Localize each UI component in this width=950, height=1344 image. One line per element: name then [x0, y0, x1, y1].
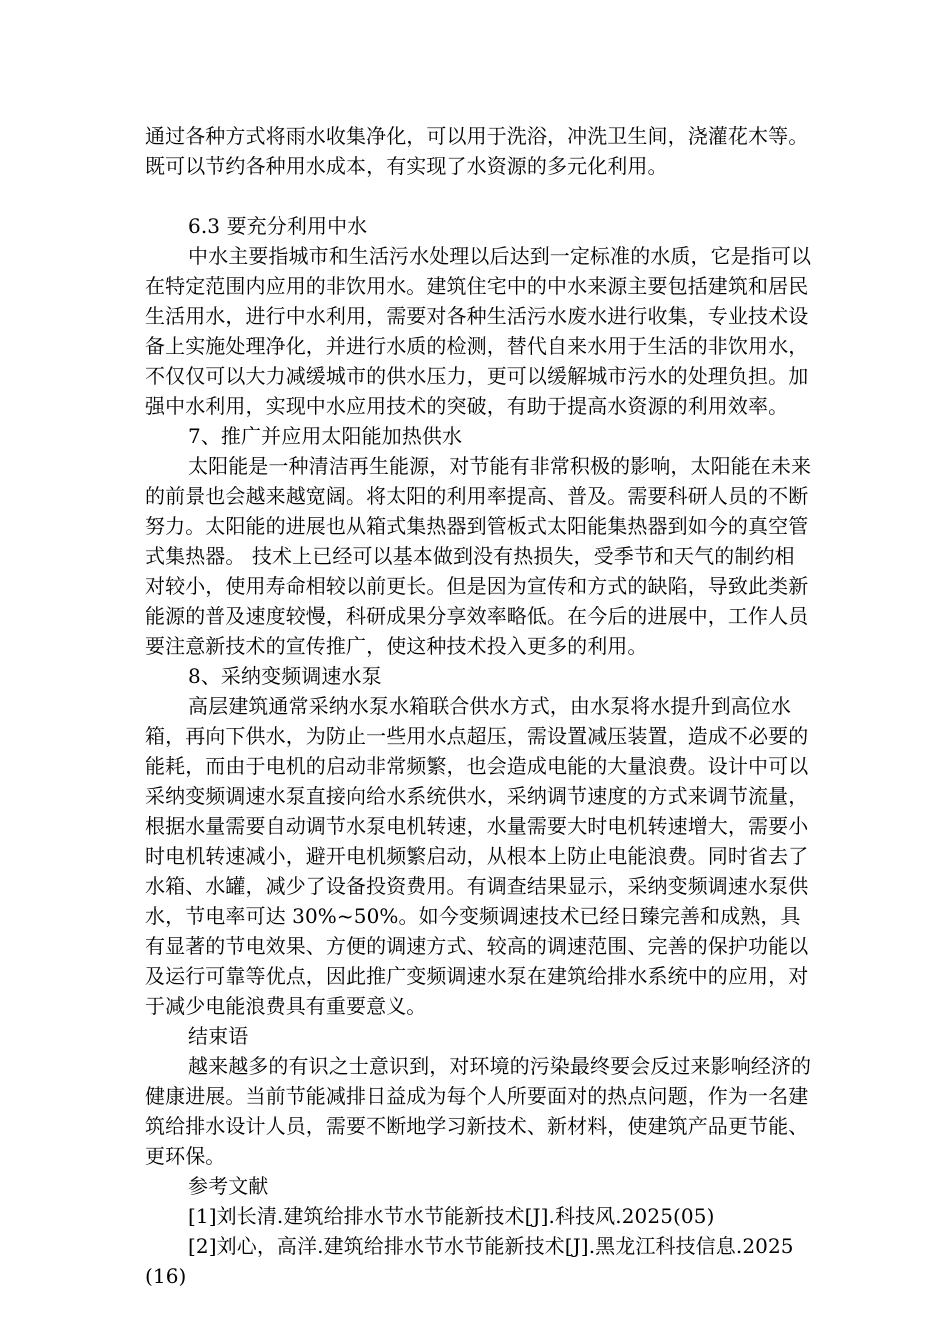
- paragraph-conclusion: 越来越多的有识之士意识到，对环境的污染最终要会反过来影响经济的健康进展。当前节能减排日益成为每个人所要面对的热点问题，作为一名建筑给排水设计人员，需要不断地学习新技术、新材料，使建筑产品更节能、更环保。: [145, 1054, 812, 1168]
- document-body: [145, 121, 813, 1291]
- paragraph-rainwater: 通过各种方式将雨水收集净化，可以用于洗浴，冲洗卫生间，浇灌花木等。既可以节约各种用水成本，有实现了水资源的多元化利用。: [145, 124, 809, 178]
- reference-item: [1]刘长清.建筑给排水节水节能新技术[J].科技风.2025(05): [188, 1204, 715, 1228]
- section-heading-8: 8、采纳变频调速水泵: [188, 664, 382, 688]
- paragraph-solar-water: 太阳能是一种清洁再生能源，对节能有非常积极的影响，太阳能在未来的前景也会越来越宽阔。将太阳的利用率提高、普及。需要科研人员的不断努力。太阳能的进展也从箱式集热器到管板式太阳能集热器到如今的真空管式集热器。 技术上已经可以基本做到没有热损失，受季节和天气的制约相对较小，使用寿命相较以前更长。但是因为宣传和方式的缺陷，导致此类新能源的普及速度较慢，科研成果分享效率略低。在今后的进展中，工作人员要注意新技术的宣传推广，使这种技术投入更多的利用。: [145, 454, 812, 658]
- paragraph-variable-frequency-pump: 高层建筑通常采纳水泵水箱联合供水方式，由水泵将水提升到高位水箱，再向下供水，为防止一些用水点超压，需设置减压装置，造成不必要的能耗，而由于电机的启动非常频繁，也会造成电能的大量浪费。设计中可以采纳变频调速水泵直接向给水系统供水，采纳调节速度的方式来调节流量，根据水量需要自动调节水泵电机转速，水量需要大时电机转速增大，需要小时电机转速减小，避开电机频繁启动，从根本上防止电能浪费。同时省去了水箱、水罐，减少了设备投资费用。有调查结果显示，采纳变频调速水泵供水，节电率可达 30%~50%。如今变频调速技术已经日臻完善和成熟，具有显著的节电效果、方便的调速方式、较高的调速范围、完善的保护功能以及运行可靠等优点，因此推广变频调速水泵在建筑给排水系统中的应用，对于减少电能浪费具有重要意义。: [145, 694, 809, 1018]
- references-heading: 参考文献: [188, 1174, 269, 1198]
- section-heading-7: 7、推广并应用太阳能加热供水: [188, 424, 463, 448]
- conclusion-heading: 结束语: [188, 1024, 249, 1048]
- paragraph-gap: [145, 181, 813, 211]
- section-heading-6-3: 6.3 要充分利用中水: [188, 214, 368, 238]
- reference-item: [2]刘心，高洋.建筑给排水节水节能新技术[J].黑龙江科技信息.2025(16): [145, 1234, 794, 1288]
- paragraph-reclaimed-water: 中水主要指城市和生活污水处理以后达到一定标准的水质，它是指可以在特定范围内应用的非饮用水。建筑住宅中的中水来源主要包括建筑和居民生活用水，进行中水利用，需要对各种生活污水废水进行收集，专业技术设备上实施处理净化，并进行水质的检测，替代自来水用于生活的非饮用水，不仅仅可以大力减缓城市的供水压力，更可以缓解城市污水的处理负担。加强中水利用，实现中水应用技术的突破，有助于提高水资源的利用效率。: [145, 244, 812, 418]
